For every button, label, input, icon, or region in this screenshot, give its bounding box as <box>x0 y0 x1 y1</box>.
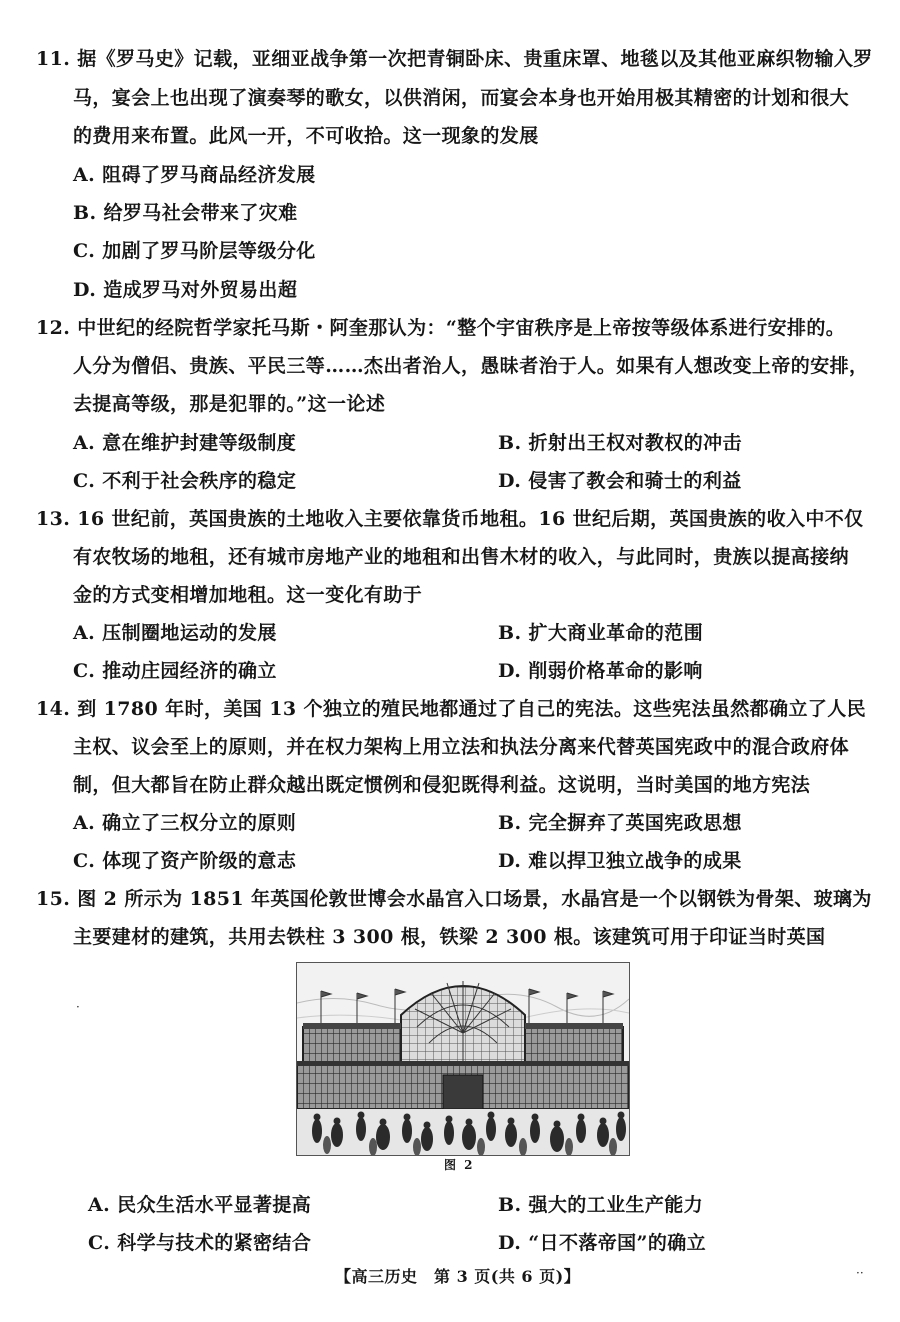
q14-stem-line-2: 主权、议会至上的原则，并在权力架构上用立法和执法分离来代替英国宪政中的混合政府体 <box>73 736 850 758</box>
q13-option-a: A. 压制圈地运动的发展 <box>73 622 277 644</box>
q11-option-d: D. 造成罗马对外贸易出超 <box>73 279 298 301</box>
q12-option-b: B. 折射出王权对教权的冲击 <box>498 432 742 454</box>
q13-stem-line-2: 有农牧场的地租，还有城市房地产业的地租和出售木材的收入，与此同时，贵族以提高接纳 <box>73 546 850 568</box>
scan-speck: ·· <box>856 1266 864 1280</box>
q13-stem-line-1: 13. 16 世纪前，英国贵族的土地收入主要依靠货币地租。16 世纪后期，英国贵族的收入中不仅 <box>36 508 864 530</box>
q13-option-b: B. 扩大商业革命的范围 <box>498 622 704 644</box>
page-footer: 【高三历史 第 3 页(共 6 页)】 <box>335 1267 581 1286</box>
q14-option-c: C. 体现了资产阶级的意志 <box>73 850 297 872</box>
q11-option-c: C. 加剧了罗马阶层等级分化 <box>73 240 316 262</box>
q15-option-c: C. 科学与技术的紧密结合 <box>88 1232 312 1254</box>
figure-caption: 图 2 <box>444 1158 475 1172</box>
q12-stem-line-2: 人分为僧侣、贵族、平民三等……杰出者治人，愚昧者治于人。如果有人想改变上帝的安排， <box>73 355 869 377</box>
q14-option-b: B. 完全摒弃了英国宪政思想 <box>498 812 742 834</box>
q11-stem-line-2: 马，宴会上也出现了演奏琴的歌女，以供消闲，而宴会本身也开始用极其精密的计划和很大 <box>73 87 850 109</box>
q15-option-d: D. “日不落帝国”的确立 <box>498 1232 707 1254</box>
q13-stem-line-3: 金的方式变相增加地租。这一变化有助于 <box>73 584 423 606</box>
q14-option-a: A. 确立了三权分立的原则 <box>73 812 297 834</box>
q11-option-b: B. 给罗马社会带来了灾难 <box>73 202 298 224</box>
q14-option-d: D. 难以捍卫独立战争的成果 <box>498 850 742 872</box>
scan-speck: · <box>76 1000 80 1014</box>
crystal-palace-figure <box>296 962 630 1156</box>
q14-stem-line-1: 14. 到 1780 年时，美国 13 个独立的殖民地都通过了自己的宪法。这些宪法虽然都确立了人民 <box>36 698 867 720</box>
q13-option-c: C. 推动庄园经济的确立 <box>73 660 277 682</box>
q11-stem-line-1: 11. 据《罗马史》记载，亚细亚战争第一次把青铜卧床、贵重床罩、地毯以及其他亚麻织物输入罗 <box>36 48 873 70</box>
q12-option-d: D. 侵害了教会和骑士的利益 <box>498 470 742 492</box>
q11-option-a: A. 阻碍了罗马商品经济发展 <box>73 164 316 186</box>
q12-stem-line-1: 12. 中世纪的经院哲学家托马斯・阿奎那认为：“整个宇宙秩序是上帝按等级体系进行安排的。 <box>36 317 846 339</box>
q15-option-b: B. 强大的工业生产能力 <box>498 1194 704 1216</box>
q14-stem-line-3: 制，但大都旨在防止群众越出既定惯例和侵犯既得利益。这说明，当时美国的地方宪法 <box>73 774 811 796</box>
q15-option-a: A. 民众生活水平显著提高 <box>88 1194 312 1216</box>
q13-option-d: D. 削弱价格革命的影响 <box>498 660 703 682</box>
q12-stem-line-3: 去提高等级，那是犯罪的。”这一论述 <box>73 393 386 415</box>
q15-stem-line-1: 15. 图 2 所示为 1851 年英国伦敦世博会水晶宫入口场景，水晶宫是一个以钢铁为骨架、玻璃为 <box>36 888 872 910</box>
q11-stem-line-3: 的费用来布置。此风一开，不可收拾。这一现象的发展 <box>73 125 539 147</box>
q12-option-a: A. 意在维护封建等级制度 <box>73 432 297 454</box>
crystal-palace-illustration <box>297 963 629 1155</box>
q15-stem-line-2: 主要建材的建筑，共用去铁柱 3 300 根，铁梁 2 300 根。该建筑可用于印证当时英国 <box>73 926 826 948</box>
q12-option-c: C. 不利于社会秩序的稳定 <box>73 470 297 492</box>
